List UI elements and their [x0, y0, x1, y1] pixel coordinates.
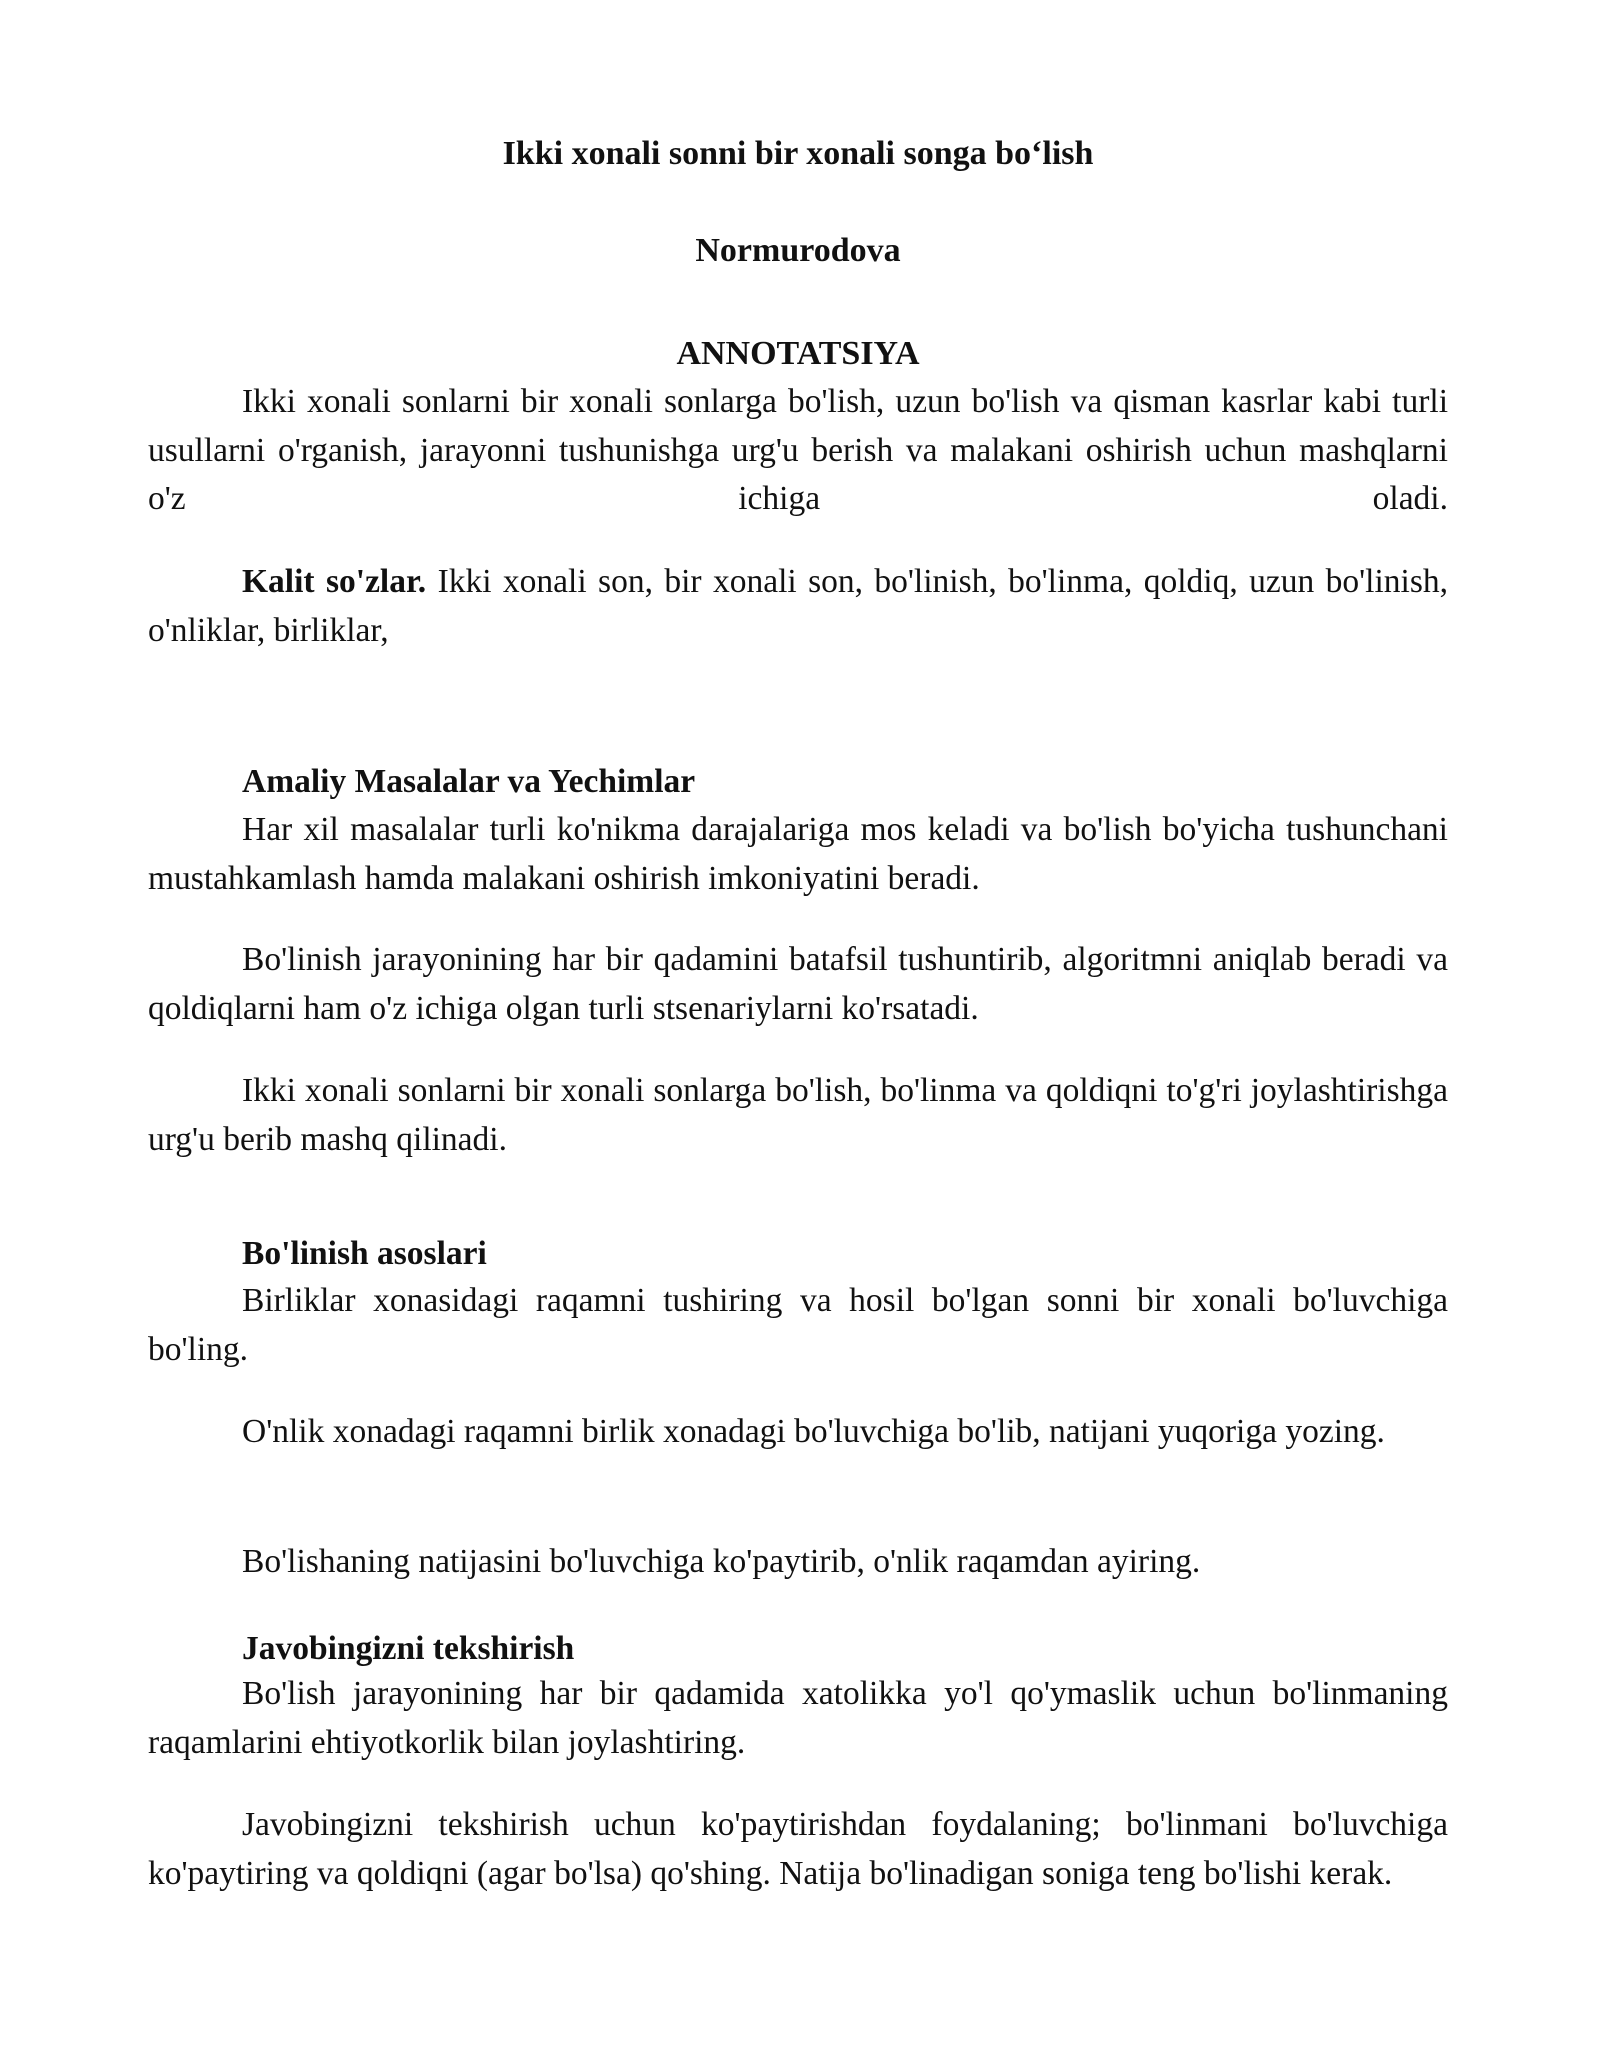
author-name: Normurodova [695, 232, 901, 269]
check-paragraph-2: Javobingizni tekshirish uchun ko'paytirishdan foydalaning; bo'linmani bo'luvchiga ko'paytiring va qoldiqni (agar bo'lsa) qo'shing. Natija bo'linadigan soniga teng bo'lishi kerak. [148, 1806, 1448, 1892]
basics-paragraph-1: Birliklar xonasidagi raqamni tushiring va hosil bo'lgan sonni bir xonali bo'luvchiga bo'ling. [148, 1282, 1448, 1368]
keywords-label: Kalit so'zlar. [242, 563, 427, 600]
check-paragraph-1: Bo'lish jarayonining har bir qadamida xatolikka yo'l qo'ymaslik uchun bo'linmaning raqamlarini ehtiyotkorlik bilan joylashtiring. [148, 1675, 1448, 1761]
keywords-paragraph [148, 558, 1448, 655]
annotation-heading: ANNOTATSIYA [676, 335, 920, 372]
keywords-text: Ikki xonali son, bir xonali son, bo'linish, bo'linma, qoldiq, uzun bo'linish, o'nliklar, birliklar, [148, 563, 1448, 649]
practical-paragraph-3: Ikki xonali sonlarni bir xonali sonlarga bo'lish, bo'linma va qoldiqni to'g'ri joylashtirishga urg'u berib mashq qilinadi. [148, 1072, 1448, 1158]
document-title: Ikki xonali sonni bir xonali songa bo‘lish [502, 135, 1094, 172]
basics-paragraph-2: O'nlik xonadagi raqamni birlik xonadagi bo'luvchiga bo'lib, natijani yuqoriga yozing. [242, 1413, 1385, 1450]
section-heading-basics: Bo'linish asoslari [242, 1235, 487, 1272]
practical-paragraph-2: Bo'linish jarayonining har bir qadamini batafsil tushuntirib, algoritmni aniqlab beradi va qoldiqlarni ham o'z ichiga olgan turli stsenariylarni ko'rsatadi. [148, 941, 1448, 1027]
annotation-text: Ikki xonali sonlarni bir xonali sonlarga bo'lish, uzun bo'lish va qisman kasrlar kabi turli usullarni o'rganish, jarayonni tushunishga urg'u berish va malakani oshirish uchun mashqlarni o'z ichiga oladi. [148, 383, 1448, 517]
practical-paragraph-1: Har xil masalalar turli ko'nikma darajalariga mos keladi va bo'lish bo'yicha tushunchani mustahkamlash hamda malakani oshirish imkoniyatini beradi. [148, 811, 1448, 897]
section-heading-check: Javobingizni tekshirish [242, 1630, 575, 1667]
basics-paragraph-3: Bo'lishaning natijasini bo'luvchiga ko'paytirib, o'nlik raqamdan ayiring. [242, 1543, 1201, 1580]
section-heading-practical: Amaliy Masalalar va Yechimlar [242, 763, 696, 800]
